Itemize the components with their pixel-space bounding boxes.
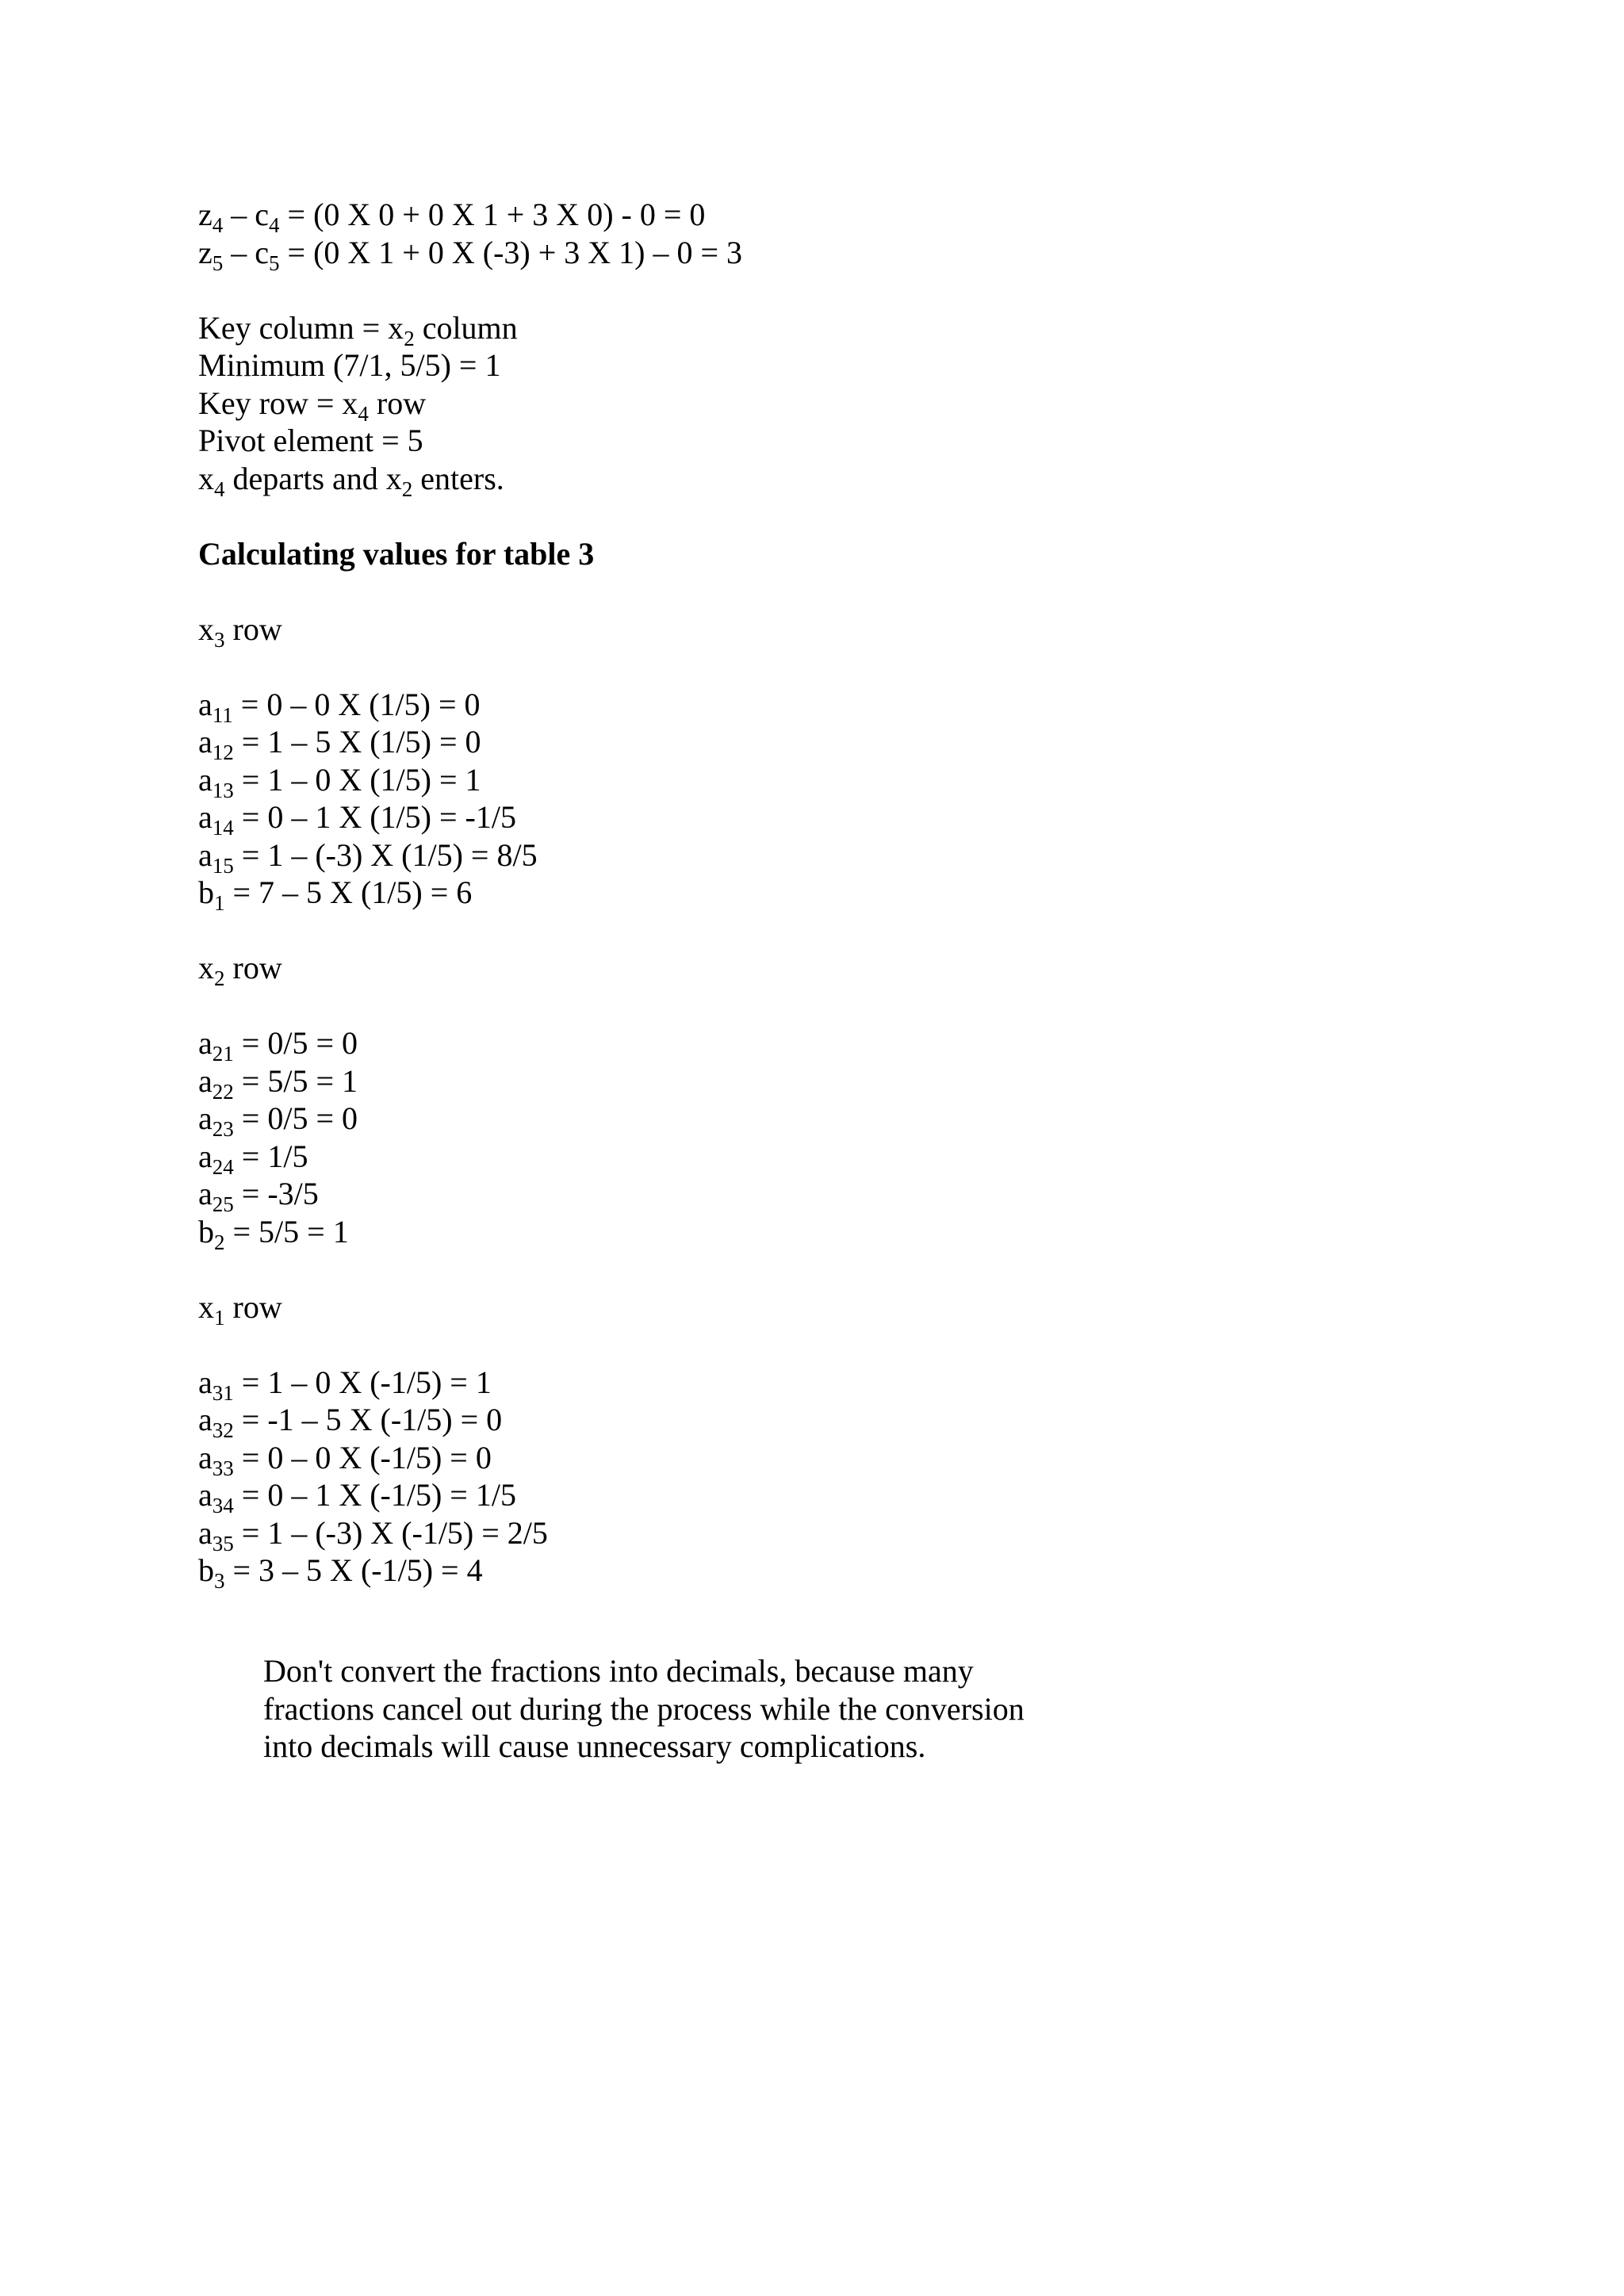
text: = 1/5 — [233, 1138, 308, 1174]
subscript: 2 — [214, 966, 225, 990]
z4-c4-equation — [198, 196, 1467, 237]
text: a — [198, 1439, 213, 1475]
text: x — [198, 610, 214, 647]
text: b — [198, 874, 214, 910]
depart-enter-line — [198, 460, 1467, 501]
subscript: 3 — [214, 1569, 225, 1593]
subscript: 34 — [212, 1494, 234, 1517]
equation-text: – c — [223, 234, 270, 270]
text: = 5/5 = 1 — [224, 1213, 349, 1249]
equation-text: – c — [223, 197, 270, 232]
subscript: 2 — [404, 326, 415, 350]
subscript: 32 — [212, 1418, 234, 1442]
text: = 1 – (-3) X (1/5) = 8/5 — [233, 836, 538, 873]
text: a — [198, 761, 213, 798]
text: = -1 – 5 X (-1/5) = 0 — [233, 1402, 503, 1437]
section-heading: Calculating values for table 3 — [198, 535, 595, 572]
text: a — [198, 1477, 213, 1513]
key-column-line — [198, 309, 1467, 350]
note-line: into decimals will cause unnecessary complications. — [263, 1728, 926, 1764]
equation-line — [198, 1100, 1467, 1141]
text: x — [198, 460, 214, 496]
subscript: 5 — [269, 251, 280, 275]
text: = 5/5 = 1 — [233, 1062, 358, 1099]
subscript: 15 — [212, 853, 234, 878]
equation-text: = (0 X 0 + 0 X 1 + 3 X 0) - 0 = 0 — [279, 197, 706, 232]
text: = 1 – 0 X (-1/5) = 1 — [233, 1364, 492, 1400]
text: a — [198, 1364, 213, 1400]
text: enters. — [412, 460, 504, 496]
text: = 7 – 5 X (1/5) = 6 — [224, 874, 473, 910]
subscript: 4 — [269, 213, 280, 237]
text: Key row = x — [198, 385, 358, 421]
subscript: 12 — [212, 740, 234, 764]
text: = 1 – 5 X (1/5) = 0 — [233, 724, 481, 760]
text: x — [198, 1288, 214, 1325]
equation-line — [198, 836, 1467, 878]
equation-line — [198, 1476, 1467, 1517]
text: b — [198, 1552, 214, 1588]
row-label-x3 — [198, 610, 1467, 652]
text: = 0 – 1 X (1/5) = -1/5 — [233, 799, 516, 835]
z5-c5-equation — [198, 234, 1467, 275]
text: = 1 – (-3) X (-1/5) = 2/5 — [233, 1514, 548, 1551]
text: a — [198, 1514, 213, 1551]
text: = 0 – 0 X (-1/5) = 0 — [233, 1439, 492, 1475]
text: = 0/5 = 0 — [233, 1100, 358, 1136]
note-line: fractions cancel out during the process while the conversion — [263, 1690, 1025, 1727]
spacer — [198, 648, 1467, 686]
text: = -3/5 — [233, 1176, 319, 1211]
text: = 0/5 = 0 — [233, 1025, 358, 1061]
text: = 1 – 0 X (1/5) = 1 — [233, 761, 481, 798]
equation-line — [198, 1364, 1467, 1405]
subscript: 11 — [212, 702, 233, 727]
equation-line — [198, 723, 1467, 764]
text: x — [198, 950, 214, 985]
text: a — [198, 1100, 213, 1136]
equation-line — [198, 1024, 1467, 1066]
equation-line — [198, 1401, 1467, 1442]
subscript: 21 — [212, 1042, 234, 1066]
equation-line — [198, 1175, 1467, 1216]
note-paragraph — [263, 1652, 1215, 1766]
key-row-line — [198, 385, 1467, 426]
equation-line — [198, 1138, 1467, 1179]
text: = 0 – 1 X (-1/5) = 1/5 — [233, 1477, 516, 1513]
subscript: 4 — [214, 476, 225, 501]
equation-line — [198, 761, 1467, 802]
text: = 0 – 0 X (1/5) = 0 — [232, 686, 481, 722]
text: a — [198, 1138, 213, 1174]
text: a — [198, 1402, 213, 1437]
subscript: 31 — [212, 1380, 234, 1405]
equation-line — [198, 1439, 1467, 1480]
equation-line — [198, 874, 1467, 915]
equation-text: = (0 X 1 + 0 X (-3) + 3 X 1) – 0 = 3 — [279, 234, 743, 270]
equation-line — [198, 1062, 1467, 1104]
row-label-x2 — [198, 949, 1467, 990]
equation-line — [198, 798, 1467, 840]
spacer — [198, 1326, 1467, 1364]
text: a — [198, 724, 213, 760]
spacer — [198, 912, 1467, 950]
subscript: 35 — [212, 1531, 234, 1556]
subscript: 14 — [212, 816, 234, 840]
document-body — [198, 196, 1467, 1593]
equation-text: z — [198, 197, 213, 232]
subscript: 4 — [212, 213, 224, 237]
text: a — [198, 799, 213, 835]
subscript: 1 — [214, 891, 225, 915]
text: a — [198, 686, 213, 722]
text: a — [198, 1176, 213, 1211]
spacer — [198, 572, 1467, 610]
subscript: 2 — [214, 1230, 225, 1254]
equation-line — [198, 686, 1467, 727]
subscript: 23 — [212, 1117, 234, 1141]
text: a — [198, 1025, 213, 1061]
subscript: 13 — [212, 778, 234, 802]
subscript: 3 — [214, 627, 225, 652]
text: a — [198, 836, 213, 873]
subscript: 22 — [212, 1079, 234, 1104]
subscript: 25 — [212, 1192, 234, 1216]
minimum-line: Minimum (7/1, 5/5) = 1 — [198, 347, 501, 383]
equation-text: z — [198, 234, 213, 270]
pivot-element-line: Pivot element = 5 — [198, 423, 423, 458]
text: = 3 – 5 X (-1/5) = 4 — [224, 1552, 483, 1588]
subscript: 24 — [212, 1154, 234, 1179]
row-label-x1 — [198, 1288, 1467, 1330]
spacer — [198, 497, 1467, 535]
subscript: 5 — [212, 251, 224, 275]
subscript: 1 — [214, 1305, 225, 1330]
text: a — [198, 1062, 213, 1099]
note-line: Don't convert the fractions into decimals, because many — [263, 1653, 974, 1689]
text: row — [224, 950, 282, 985]
spacer — [198, 987, 1467, 1025]
text: row — [224, 610, 282, 647]
text: column — [414, 309, 518, 346]
equation-line — [198, 1213, 1467, 1254]
spacer — [198, 271, 1467, 309]
subscript: 4 — [358, 401, 369, 426]
equation-line — [198, 1552, 1467, 1593]
text: row — [368, 385, 427, 421]
subscript: 2 — [401, 476, 413, 501]
text: b — [198, 1213, 214, 1249]
text: departs and x — [224, 460, 402, 496]
subscript: 33 — [212, 1456, 234, 1480]
text: row — [224, 1288, 282, 1325]
text: Key column = x — [198, 309, 404, 346]
spacer — [198, 1250, 1467, 1288]
equation-line — [198, 1514, 1467, 1556]
